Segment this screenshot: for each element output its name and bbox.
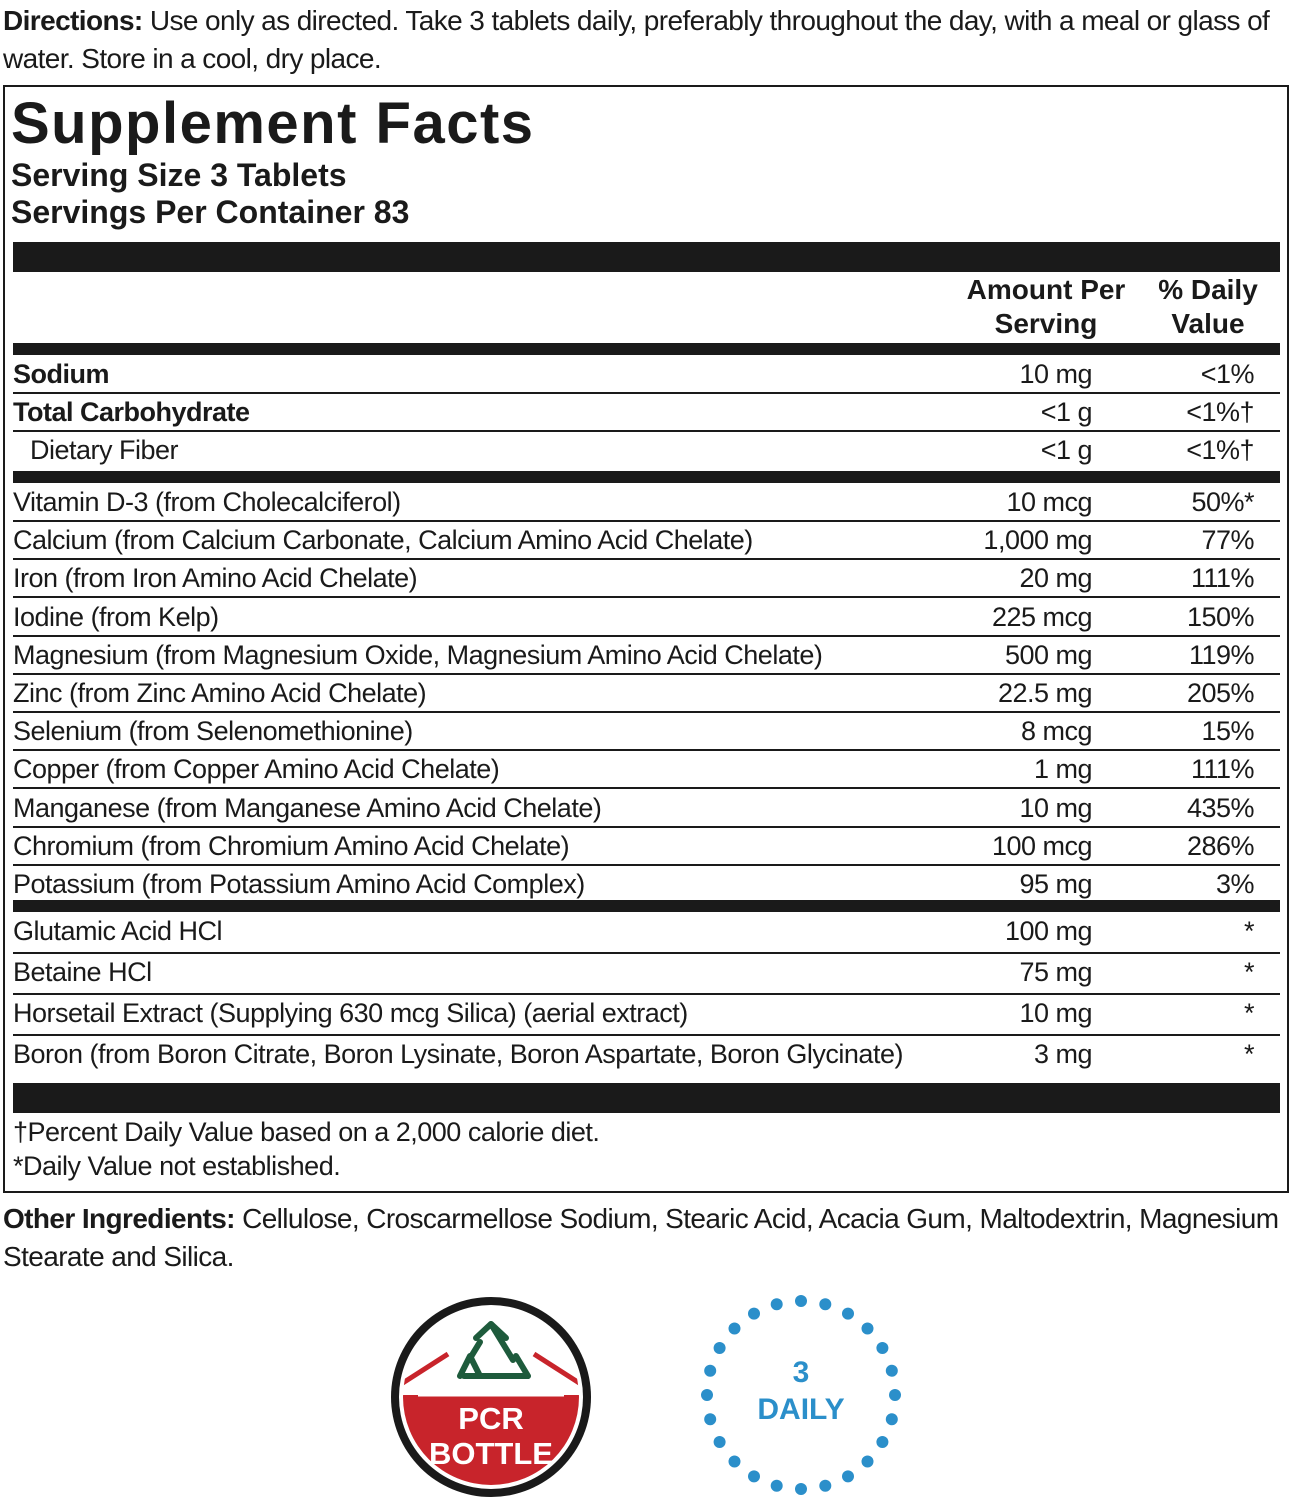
nutrient-amount: 100 mcg xyxy=(991,831,1092,861)
nutrient-row xyxy=(13,1035,1280,1073)
column-header-amount xyxy=(966,273,1126,341)
nutrient-name: Iodine (from Kelp) xyxy=(13,602,219,632)
daily-badge-dot xyxy=(748,1470,760,1482)
daily-badge-dot xyxy=(819,1298,831,1310)
nutrient-amount: 225 mcg xyxy=(991,602,1092,632)
nutrient-name: Boron (from Boron Citrate, Boron Lysinate, Boron Aspartate, Boron Glycinate) xyxy=(13,1039,903,1069)
nutrient-row xyxy=(13,674,1280,712)
daily-badge-dot xyxy=(795,1483,807,1495)
nutrient-name: Betaine HCl xyxy=(13,957,152,987)
daily-badge-number: 3 xyxy=(792,1356,810,1389)
pcr-badge-line1: PCR xyxy=(458,1401,524,1436)
nutrient-daily-value: 150% xyxy=(1186,602,1254,632)
nutrient-name: Zinc (from Zinc Amino Acid Chelate) xyxy=(13,678,427,708)
nutrient-amount: 8 mcg xyxy=(1020,716,1092,746)
daily-badge-word: DAILY xyxy=(757,1393,845,1426)
daily-badge-dot xyxy=(729,1323,741,1335)
daily-badge-dot xyxy=(886,1413,898,1425)
nutrient-daily-value: * xyxy=(1243,957,1254,987)
nutrient-amount: 3 mg xyxy=(1033,1039,1092,1069)
nutrient-row xyxy=(13,393,1280,431)
nutrient-name: Calcium (from Calcium Carbonate, Calcium Amino Acid Chelate) xyxy=(13,525,753,555)
daily-badge-dot xyxy=(714,1436,726,1448)
three-daily-badge xyxy=(698,1292,904,1498)
nutrient-daily-value: * xyxy=(1243,916,1254,946)
other-ingredients-body: Cellulose, Croscarmellose Sodium, Stearic Acid, Acacia Gum, Maltodextrin, Magnesium Stearate and Silica. xyxy=(3,1203,1279,1272)
daily-badge-dot xyxy=(876,1436,888,1448)
daily-badge-dot xyxy=(876,1342,888,1354)
nutrient-row xyxy=(13,712,1280,750)
facts-title: Supplement Facts xyxy=(11,91,535,156)
directions-text xyxy=(3,2,1291,78)
nutrient-daily-value: * xyxy=(1243,998,1254,1028)
nutrient-amount: 10 mg xyxy=(1019,359,1092,389)
nutrient-name: Vitamin D-3 (from Cholecalciferol) xyxy=(13,487,401,517)
nutrient-amount: 1 mg xyxy=(1033,754,1092,784)
nutrient-name: Sodium xyxy=(13,359,109,389)
nutrient-row xyxy=(13,994,1280,1032)
nutrient-daily-value: 3% xyxy=(1215,869,1254,899)
nutrient-row xyxy=(13,827,1280,865)
nutrient-row xyxy=(13,912,1280,950)
nutrient-amount: 95 mg xyxy=(1019,869,1092,899)
nutrient-amount: 20 mg xyxy=(1019,563,1092,593)
column-header-dv-line1: % Daily xyxy=(1158,274,1258,305)
nutrient-row xyxy=(13,789,1280,827)
nutrient-row xyxy=(13,431,1280,469)
nutrient-daily-value: 111% xyxy=(1190,754,1254,784)
nutrient-name: Dietary Fiber xyxy=(30,435,179,465)
nutrient-amount: <1 g xyxy=(1040,435,1092,465)
nutrient-name: Glutamic Acid HCl xyxy=(13,916,223,946)
column-header-dv-line2: Value xyxy=(1171,308,1245,339)
nutrient-amount: 10 mg xyxy=(1019,793,1092,823)
directions-body: Use only as directed. Take 3 tablets daily, preferably throughout the day, with a meal or glass of water. Store in a cool, dry place. xyxy=(3,5,1270,74)
thick-divider xyxy=(13,471,1280,483)
daily-badge-dot xyxy=(842,1308,854,1320)
pcr-bottle-badge xyxy=(388,1294,594,1500)
daily-badge-dot xyxy=(701,1389,713,1401)
nutrient-name: Potassium (from Potassium Amino Acid Complex) xyxy=(13,869,585,899)
daily-badge-dot xyxy=(842,1470,854,1482)
nutrient-row xyxy=(13,483,1280,521)
nutrient-daily-value: <1%† xyxy=(1186,435,1254,465)
nutrient-amount: 75 mg xyxy=(1019,957,1092,987)
directions-label: Directions: xyxy=(3,5,143,36)
nutrient-daily-value: 119% xyxy=(1188,640,1254,670)
nutrient-amount: 10 mcg xyxy=(1006,487,1092,517)
nutrient-row xyxy=(13,865,1280,903)
other-ingredients xyxy=(3,1200,1291,1276)
pcr-badge-line2: BOTTLE xyxy=(429,1436,553,1471)
nutrient-amount: 10 mg xyxy=(1019,998,1092,1028)
daily-badge-dot xyxy=(704,1365,716,1377)
nutrient-name: Chromium (from Chromium Amino Acid Chelate) xyxy=(13,831,570,861)
column-header-daily-value xyxy=(1140,273,1276,341)
nutrient-row xyxy=(13,598,1280,636)
daily-badge-dot xyxy=(748,1308,760,1320)
thick-divider xyxy=(13,900,1280,912)
daily-badge-dot xyxy=(771,1298,783,1310)
nutrient-daily-value: 15% xyxy=(1201,716,1254,746)
nutrient-daily-value: 111% xyxy=(1190,563,1254,593)
nutrient-name: Magnesium (from Magnesium Oxide, Magnesium Amino Acid Chelate) xyxy=(13,640,823,670)
nutrient-daily-value: 50%* xyxy=(1191,487,1254,517)
nutrient-row xyxy=(13,953,1280,991)
daily-badge-dot xyxy=(862,1323,874,1335)
daily-badge-dot xyxy=(886,1365,898,1377)
nutrient-daily-value: * xyxy=(1243,1039,1254,1069)
serving-size: Serving Size 3 Tablets xyxy=(11,157,347,193)
nutrient-name: Horsetail Extract (Supplying 630 mcg Silica) (aerial extract) xyxy=(13,998,688,1028)
daily-badge-dot xyxy=(889,1389,901,1401)
nutrient-amount: 500 mg xyxy=(1004,640,1092,670)
nutrient-row xyxy=(13,559,1280,597)
daily-badge-dot xyxy=(862,1456,874,1468)
daily-badge-dot xyxy=(771,1480,783,1492)
nutrient-amount: 1,000 mg xyxy=(983,525,1092,555)
nutrient-name: Iron (from Iron Amino Acid Chelate) xyxy=(13,563,418,593)
thick-divider-bottom xyxy=(13,1083,1280,1113)
thick-divider-top xyxy=(13,242,1280,272)
nutrient-daily-value: 205% xyxy=(1186,678,1254,708)
nutrient-row xyxy=(13,636,1280,674)
nutrient-row xyxy=(13,750,1280,788)
nutrient-daily-value: 286% xyxy=(1186,831,1254,861)
nutrient-amount: <1 g xyxy=(1040,397,1092,427)
nutrient-row xyxy=(13,355,1280,393)
footnote-asterisk: *Daily Value not established. xyxy=(13,1151,341,1181)
nutrient-name: Total Carbohydrate xyxy=(13,397,250,427)
thick-divider-header xyxy=(13,343,1280,355)
daily-badge-dot xyxy=(819,1480,831,1492)
servings-per-container: Servings Per Container 83 xyxy=(11,194,410,230)
nutrient-daily-value: 435% xyxy=(1186,793,1254,823)
column-header-amount-line1: Amount Per xyxy=(966,274,1126,305)
nutrient-daily-value: <1% xyxy=(1200,359,1254,389)
nutrient-name: Copper (from Copper Amino Acid Chelate) xyxy=(13,754,500,784)
column-header-amount-line2: Serving xyxy=(994,308,1098,339)
nutrient-daily-value: <1%† xyxy=(1186,397,1254,427)
nutrient-row xyxy=(13,521,1280,559)
nutrient-daily-value: 77% xyxy=(1201,525,1254,555)
footnote-dagger: †Percent Daily Value based on a 2,000 calorie diet. xyxy=(13,1117,600,1147)
nutrient-amount: 22.5 mg xyxy=(997,678,1092,708)
daily-badge-dot xyxy=(714,1342,726,1354)
nutrient-amount: 100 mg xyxy=(1004,916,1092,946)
daily-badge-dot xyxy=(704,1413,716,1425)
other-ingredients-label: Other Ingredients: xyxy=(3,1203,235,1234)
nutrient-name: Manganese (from Manganese Amino Acid Chelate) xyxy=(13,793,602,823)
daily-badge-dot xyxy=(729,1456,741,1468)
nutrient-name: Selenium (from Selenomethionine) xyxy=(13,716,413,746)
daily-badge-dot xyxy=(795,1295,807,1307)
